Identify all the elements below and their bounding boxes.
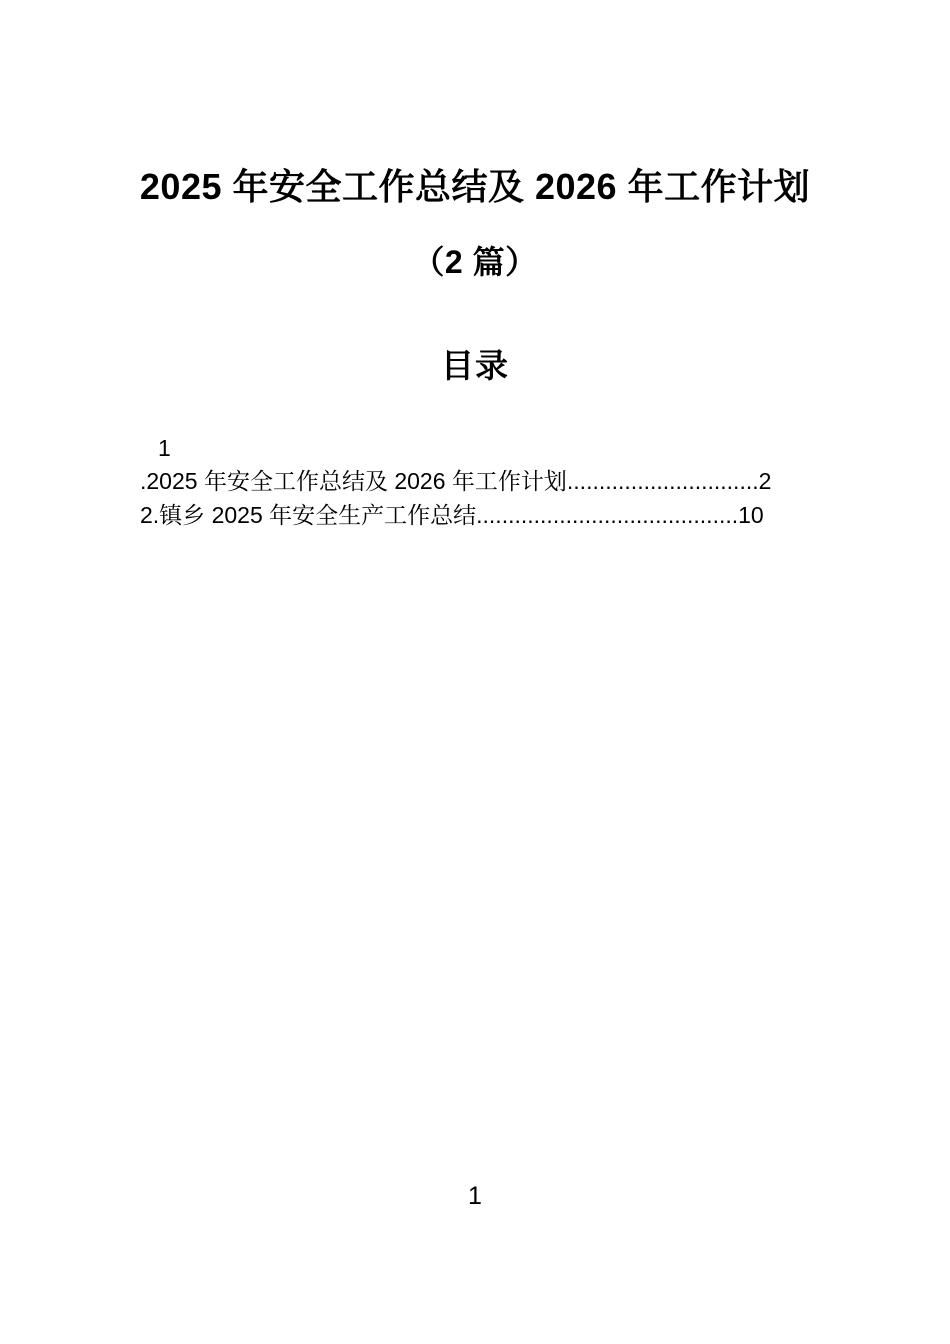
toc-entry-lead: 1 [158, 435, 171, 461]
toc-entry[interactable] [140, 499, 815, 532]
page-subtitle: （2 篇） [412, 244, 538, 280]
toc-entry-title: 2.镇乡 2025 年安全生产工作总结 [140, 502, 477, 529]
page-number: 1 [468, 1182, 482, 1210]
toc-entry-title: .2025 年安全工作总结及 2026 年工作计划 [140, 467, 567, 494]
toc-entry-dots: ......................................... [476, 502, 739, 529]
toc-entry-dots: .............................. [566, 467, 759, 494]
toc-entry-page: 2 [758, 467, 772, 494]
toc-entry[interactable] [140, 432, 815, 497]
table-of-contents [140, 432, 815, 534]
toc-heading: 目录 [441, 347, 509, 384]
toc-entry-page: 10 [738, 502, 764, 529]
page-title: 2025 年安全工作总结及 2026 年工作计划 [139, 166, 811, 207]
